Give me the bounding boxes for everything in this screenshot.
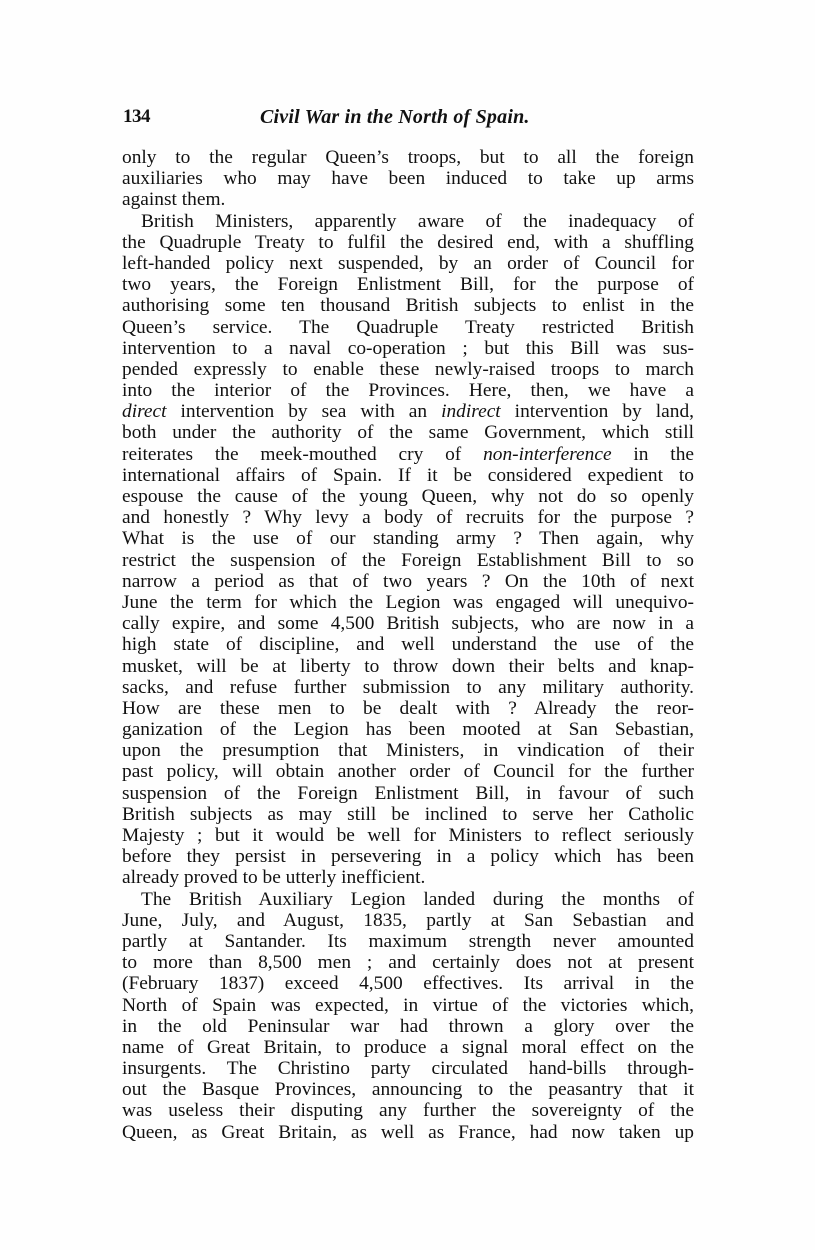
text-line: was useless their disputing any further the sovereignty of the (122, 1100, 694, 1122)
text-line: sacks, and refuse further submission to any military authority. (122, 676, 694, 698)
text-line: upon the presumption that Ministers, in vindication of their (122, 740, 694, 762)
italic-emphasis: non-interference (483, 443, 612, 465)
text-line: Majesty ; but it would be well for Ministers to reflect seriously (122, 825, 694, 846)
text-line: partly at Santander. Its maximum strength never amounted (122, 930, 694, 952)
body-text (122, 147, 694, 1143)
text-line: left-handed policy next suspended, by an order of Council for (122, 252, 694, 274)
text-line: high state of discipline, and well understand the use of the (122, 634, 694, 656)
text-line: authorising some ten thousand British subjects to enlist in the (122, 295, 694, 317)
text-line: and honestly ? Why levy a body of recruits for the purpose ? (122, 507, 694, 529)
text-line: both under the authority of the same Government, which still (122, 422, 694, 444)
text-line: before they persist in persevering in a policy which has been (122, 846, 694, 868)
text-line: How are these men to be dealt with ? Already the reor- (122, 697, 694, 719)
text-line: Queen’s service. The Quadruple Treaty restricted British (122, 316, 694, 338)
text-line: insurgents. The Christino party circulated hand-bills through- (122, 1058, 694, 1080)
text-line: past policy, will obtain another order of Council for the further (122, 761, 694, 783)
text-line: pended expressly to enable these newly-raised troops to march (122, 358, 694, 380)
text-line: What is the use of our standing army ? Then again, why (122, 528, 694, 550)
text-line: into the interior of the Provinces. Here, then, we have a (122, 380, 694, 402)
text-line: only to the regular Queen’s troops, but to all the foreign (122, 147, 694, 168)
text-line: to more than 8,500 men ; and certainly does not at present (122, 952, 694, 974)
text-line: ganization of the Legion has been mooted at San Sebastian, (122, 719, 694, 741)
text-line: the Quadruple Treaty to fulfil the desired end, with a shuffling (122, 231, 694, 253)
text-line: suspension of the Foreign Enlistment Bill, in favour of such (122, 782, 694, 804)
text-line: auxiliaries who may have been induced to take up arms (122, 168, 694, 190)
text-line: espouse the cause of the young Queen, why not do so openly (122, 486, 694, 507)
text-line: already proved to be utterly inefficient. (122, 867, 426, 889)
page-number: 134 (123, 106, 150, 127)
text-line: in the old Peninsular war had thrown a glory over the (122, 1015, 694, 1037)
text-line: Queen, as Great Britain, as well as France, had now taken up (122, 1121, 694, 1143)
text-line: intervention to a naval co-operation ; but this Bill was sus- (122, 337, 694, 359)
text-line: (February 1837) exceed 4,500 effectives. Its arrival in the (122, 973, 694, 995)
text-line: June, July, and August, 1835, partly at San Sebastian and (122, 909, 694, 931)
text-line: international affairs of Spain. If it be considered expedient to (122, 464, 694, 486)
text-line: two years, the Foreign Enlistment Bill, for the purpose of (122, 274, 694, 296)
text-line: restrict the suspension of the Foreign Establishment Bill to so (122, 549, 694, 571)
text-line: British subjects as may still be inclined to serve her Catholic (122, 803, 694, 825)
paragraph-start-line: The British Auxiliary Legion landed during the months of (141, 888, 694, 910)
text-line: narrow a period as that of two years ? On the 10th of next (122, 570, 694, 592)
text-line: name of Great Britain, to produce a signal moral effect on the (122, 1036, 694, 1058)
text-line-with-italics: direct intervention by sea with an indirect intervention by land, (122, 401, 694, 423)
italic-emphasis: indirect (441, 401, 501, 423)
running-title: Civil War in the North of Spain. (260, 106, 530, 128)
text-line-with-italics: reiterates the meek-mouthed cry of non-interference in the (122, 443, 694, 465)
text-line: out the Basque Provinces, announcing to the peasantry that it (122, 1079, 694, 1101)
text-line: June the term for which the Legion was engaged will unequivo- (122, 591, 694, 613)
text-line: against them. (122, 189, 226, 211)
running-head (122, 105, 694, 129)
paragraph-start-line: British Ministers, apparently aware of the inadequacy of (141, 210, 694, 232)
text-line: cally expire, and some 4,500 British subjects, who are now in a (122, 613, 694, 635)
italic-emphasis: direct (122, 401, 167, 423)
text-line: North of Spain was expected, in virtue of the victories which, (122, 994, 694, 1016)
text-line: musket, will be at liberty to throw down their belts and knap- (122, 655, 694, 677)
